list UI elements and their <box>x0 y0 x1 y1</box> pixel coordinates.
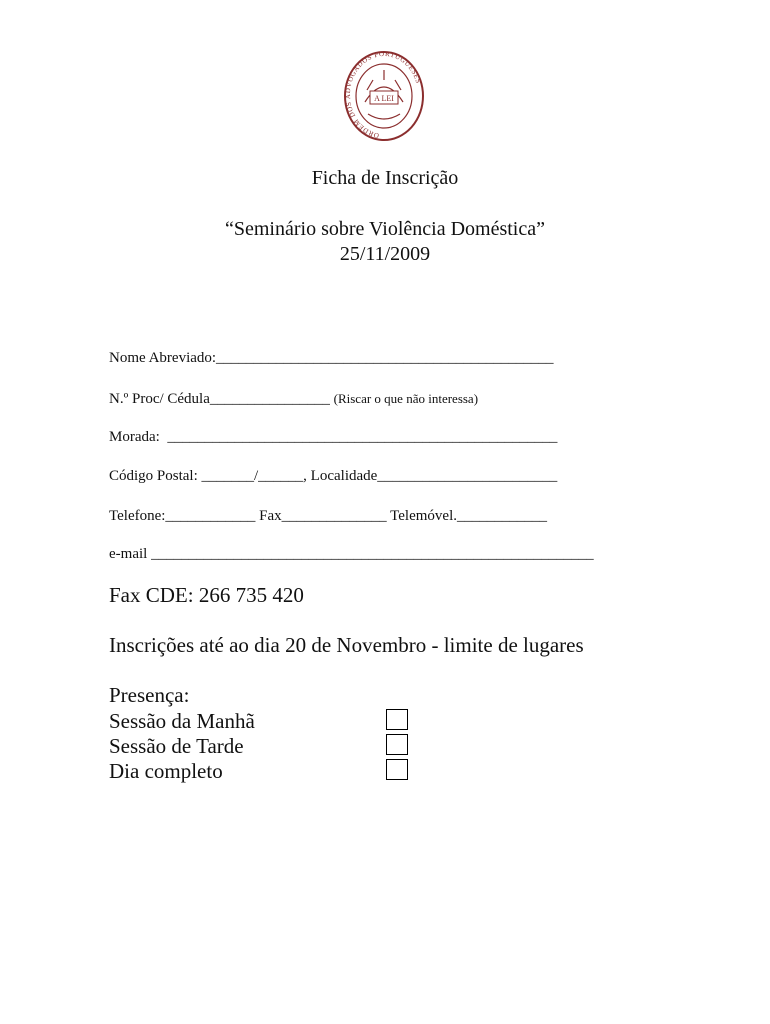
option-morning-checkbox[interactable] <box>386 709 408 730</box>
cedula-field[interactable] <box>109 391 478 408</box>
cedula-note: (Riscar o que não interessa) <box>333 391 479 406</box>
phone-fax-mobile-field[interactable]: Telefone:____________ Fax______________ Telemóvel.____________ <box>109 508 547 524</box>
registration-deadline: Inscrições até ao dia 20 de Novembro - limite de lugares <box>109 633 584 657</box>
option-full-day-checkbox[interactable] <box>386 759 408 780</box>
seal-ring-text: ORDEM DOS ADVOGADOS PORTUGUESES <box>343 50 423 140</box>
seal-inner-text: A LEI <box>374 94 394 103</box>
option-full-day-label: Dia completo <box>109 759 223 783</box>
bar-association-seal <box>343 50 425 142</box>
option-morning-label: Sessão da Manhã <box>109 709 255 733</box>
attendance-heading: Presença: <box>109 683 190 707</box>
option-afternoon-checkbox[interactable] <box>386 734 408 755</box>
fax-number: Fax CDE: 266 735 420 <box>109 583 304 607</box>
email-field[interactable]: e-mail ___________________________________________________________ <box>109 546 594 562</box>
cedula-label: N.º Proc/ Cédula________________ <box>109 391 334 407</box>
event-name: “Seminário sobre Violência Doméstica” <box>225 218 545 240</box>
option-afternoon-label: Sessão de Tarde <box>109 734 244 758</box>
form-title: Ficha de Inscrição <box>311 167 459 189</box>
address-field[interactable]: Morada: ____________________________________________________ <box>109 429 558 445</box>
name-field[interactable]: Nome Abreviado:_____________________________________________ <box>109 350 554 366</box>
event-date: 25/11/2009 <box>339 243 431 265</box>
postal-code-field[interactable]: Código Postal: _______/______, Localidade________________________ <box>109 468 558 484</box>
